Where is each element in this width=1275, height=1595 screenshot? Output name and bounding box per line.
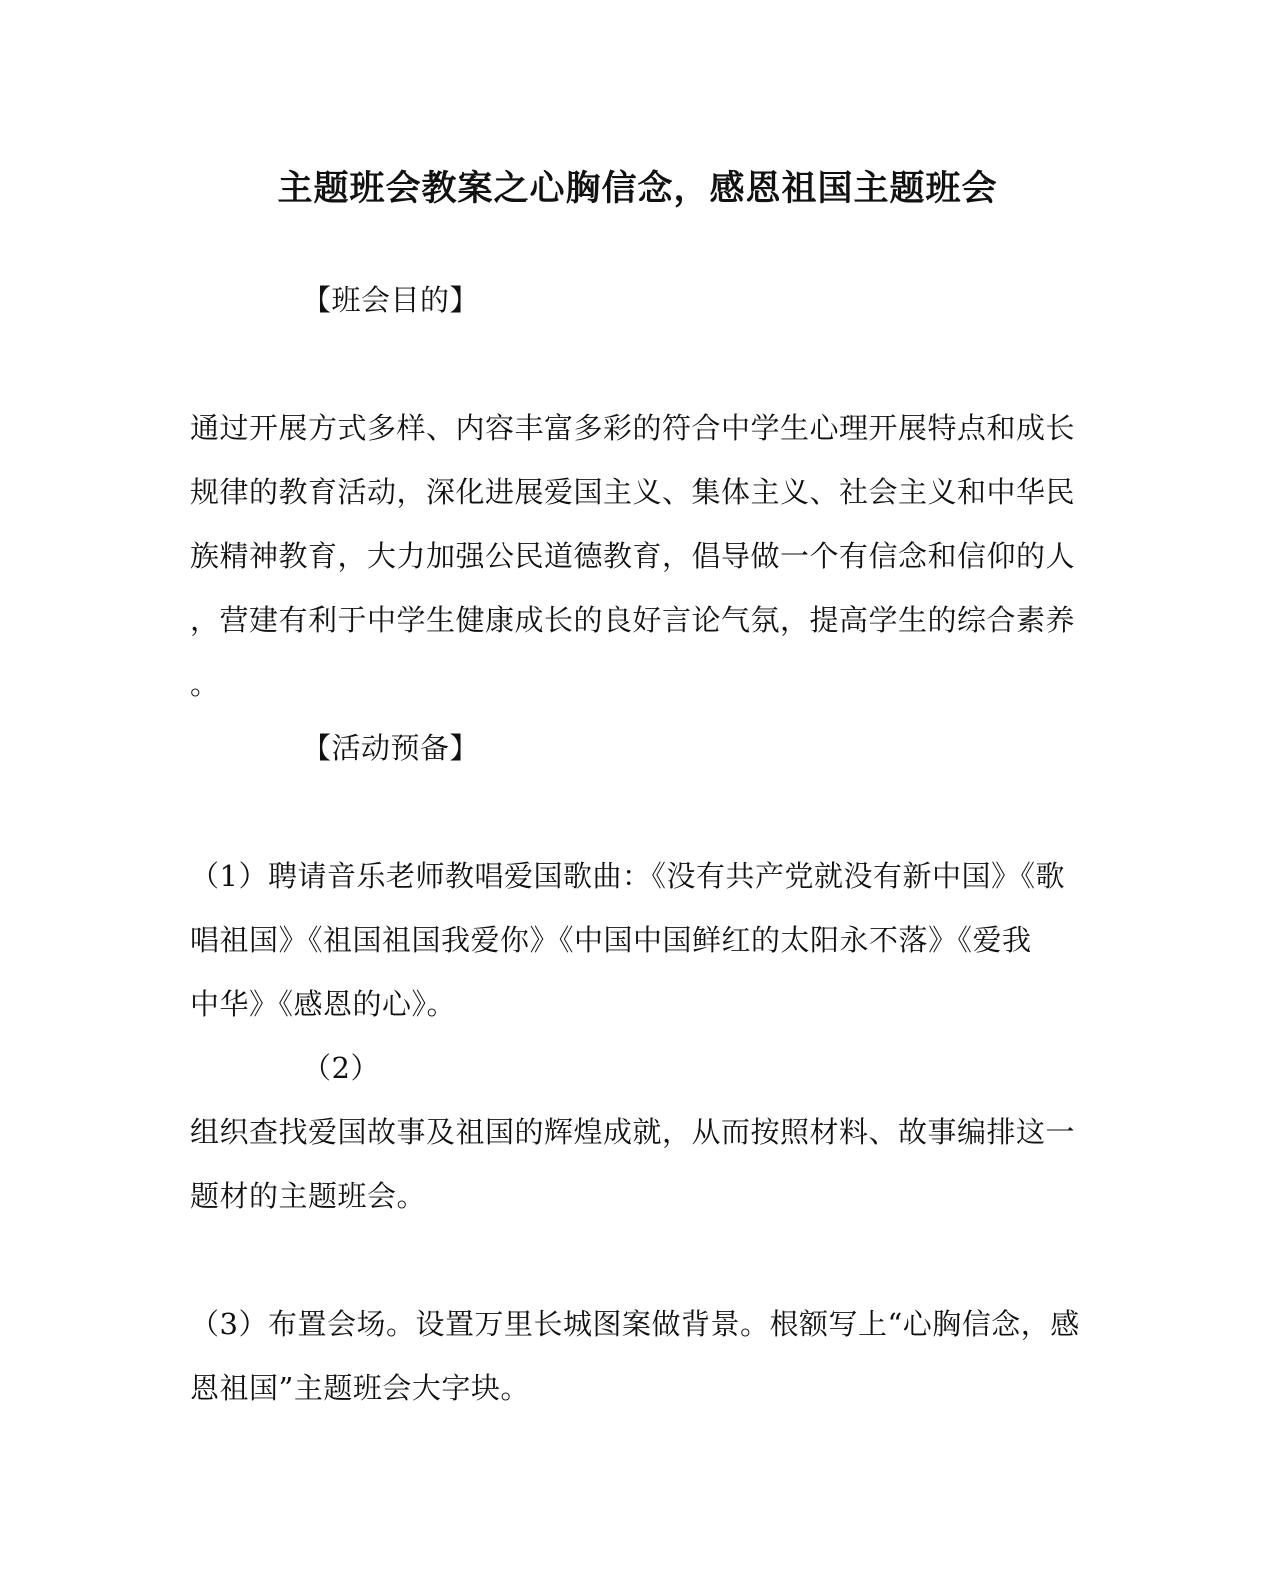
paragraph-line: 族精神教育，大力加强公民道德教育，倡导做一个有信念和信仰的人 — [190, 539, 1076, 573]
paragraph-line: （1）聘请音乐老师教唱爱国歌曲：《没有共产党就没有新中国》《歌 — [190, 859, 1065, 893]
paragraph-line: 中华》《感恩的心》。 — [190, 987, 457, 1021]
document-title: 主题班会教案之心胸信念，感恩祖国主题班会 — [277, 168, 998, 209]
paragraph-line: ，营建有利于中学生健康成长的良好言论气氛，提高学生的综合素养 — [190, 603, 1076, 637]
paragraph-line: 通过开展方式多样、内容丰富多彩的符合中学生心理开展特点和成长 — [190, 411, 1076, 445]
list-item-label: （2） — [302, 1051, 380, 1085]
section-heading-purpose: 【班会目的】 — [302, 283, 480, 317]
paragraph-line: 规律的教育活动，深化进展爱国主义、集体主义、社会主义和中华民 — [190, 475, 1076, 509]
paragraph-line: 题材的主题班会。 — [190, 1179, 427, 1213]
paragraph-line: （3）布置会场。设置万里长城图案做背景。根额写上“心胸信念，感 — [190, 1307, 1080, 1341]
paragraph-line: 恩祖国”主题班会大字块。 — [190, 1371, 530, 1405]
section-heading-preparation: 【活动预备】 — [302, 731, 480, 765]
paragraph-line: 唱祖国》《祖国祖国我爱你》《中国中国鲜红的太阳永不落》《爱我 — [190, 923, 1032, 957]
paragraph-line: 。 — [190, 667, 220, 701]
paragraph-line: 组织查找爱国故事及祖国的辉煌成就，从而按照材料、故事编排这一 — [190, 1115, 1076, 1149]
